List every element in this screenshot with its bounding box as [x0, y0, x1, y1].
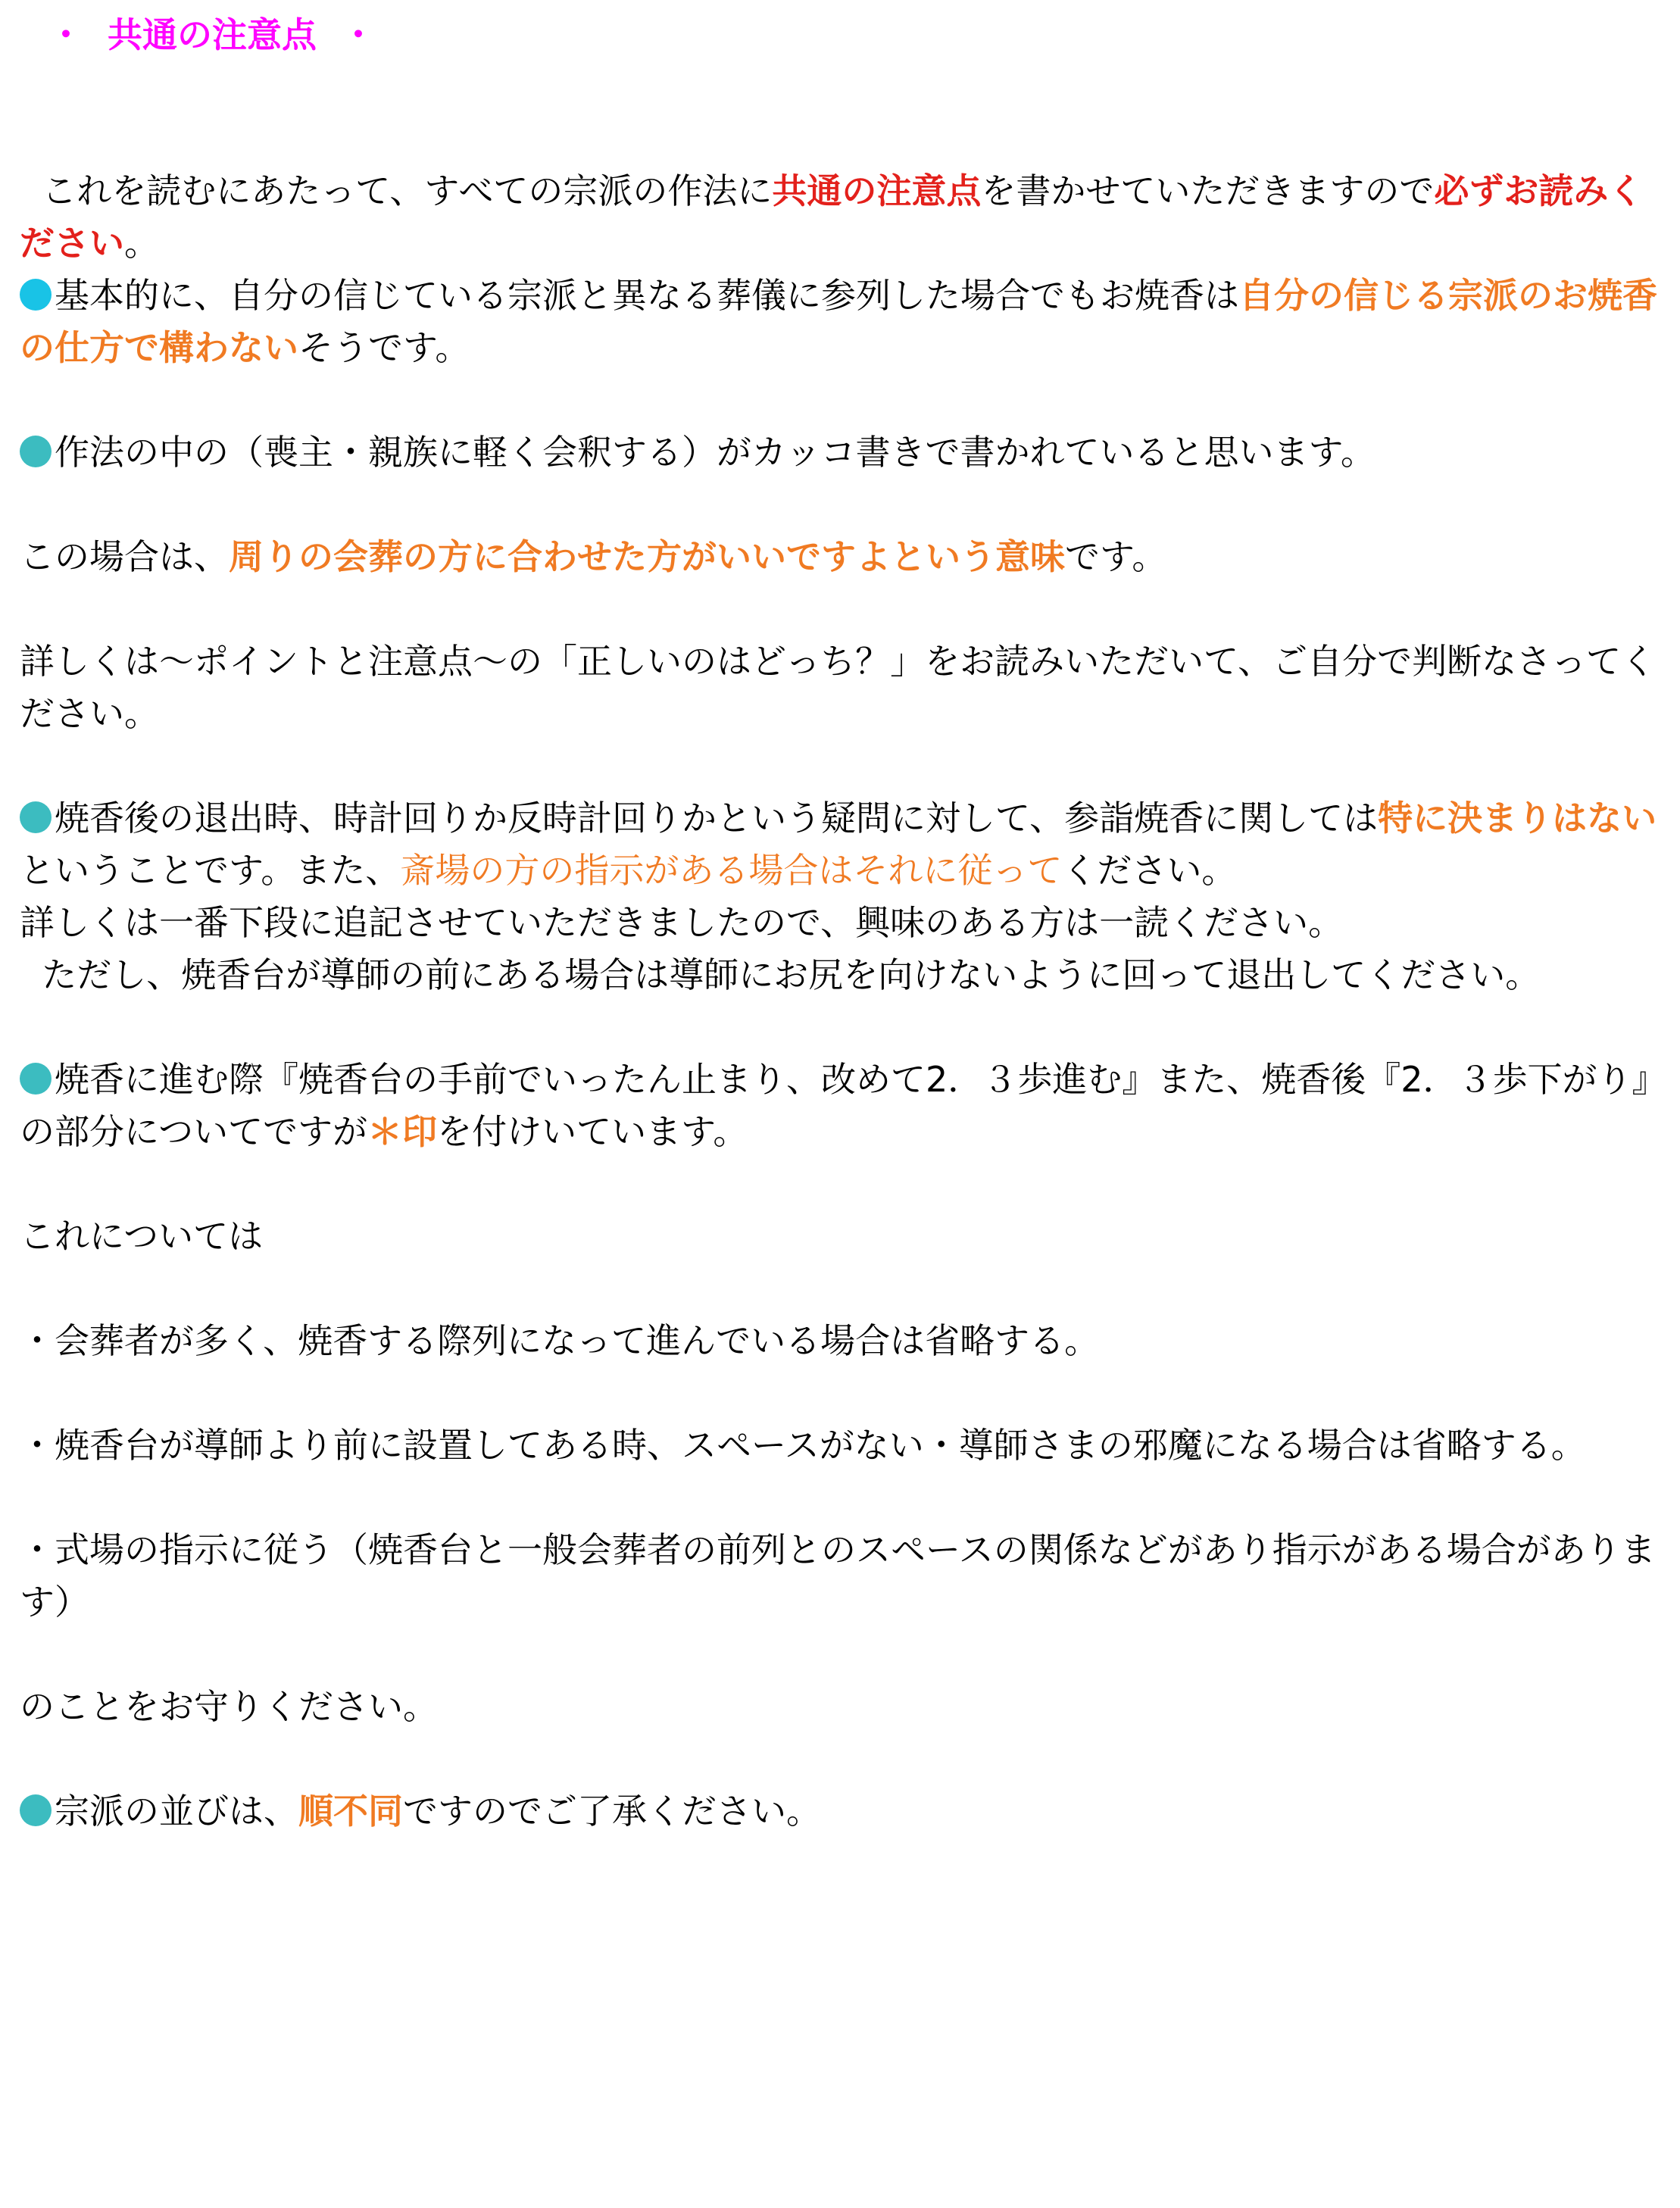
- body-text: ください。: [1062, 850, 1237, 891]
- paragraph: [20, 897, 1665, 949]
- body-text: 詳しくは～ポイントと注意点～の「正しいのはどっち？」をお読みいただいて、ご自分で判断なさってください。: [20, 641, 1657, 734]
- bullet-dot-icon: [20, 801, 52, 833]
- highlighted-text: ＊印: [367, 1111, 438, 1152]
- paragraph: [20, 1210, 1665, 1263]
- paragraph: [20, 1524, 1665, 1629]
- paragraph: [20, 1315, 1665, 1367]
- paragraph: [20, 531, 1665, 583]
- bullet-dot-icon: [20, 1794, 52, 1826]
- body-text: ただし、焼香台が導師の前にある場合は導師にお尻を向けないように回って退出してください。: [20, 954, 1541, 995]
- body-text: 詳しくは一番下段に追記させていただきましたので、興味のある方は一読ください。: [20, 902, 1344, 943]
- highlighted-text: 自分の信じる宗派のお焼香の仕方で構わない: [20, 275, 1657, 368]
- body-text: この場合は、: [20, 536, 229, 577]
- body-text: これについては: [20, 1216, 264, 1257]
- body-text: ですのでご了承ください。: [403, 1791, 821, 1832]
- body-text: ・焼香台が導師より前に設置してある時、スペースがない・導師さまの邪魔になる場合は省略する。: [20, 1425, 1586, 1466]
- bullet-dot-icon: [20, 279, 52, 311]
- paragraph: [20, 1419, 1665, 1472]
- highlighted-text: 斎場の方の指示がある場合はそれに従って: [400, 850, 1063, 891]
- paragraph: [20, 636, 1665, 740]
- paragraph: [20, 1785, 1665, 1838]
- body-text: 。: [124, 223, 159, 264]
- bullet-dot-icon: [20, 1063, 52, 1095]
- highlighted-text: 周りの会葬の方に合わせた方がいいですよという意味: [229, 536, 1065, 577]
- body-text: ・会葬者が多く、焼香する際列になって進んでいる場合は省略する。: [20, 1320, 1100, 1361]
- body-text: これを読むにあたって、すべての宗派の作法に: [20, 170, 773, 211]
- paragraph: [20, 426, 1665, 479]
- body-text: 作法の中の（喪主・親族に軽く会釈する）がカッコ書きで書かれていると思います。: [55, 432, 1376, 473]
- paragraph: [20, 270, 1665, 374]
- body-text: です。: [1065, 536, 1167, 577]
- paragraph: [20, 949, 1665, 1001]
- highlighted-text: 特に決まりはない: [1378, 798, 1657, 839]
- body-text: ・式場の指示に従う（焼香台と一般会葬者の前列とのスペースの関係などがあり指示がある場合があります）: [20, 1529, 1656, 1622]
- paragraph: [20, 165, 1665, 270]
- body-text: 宗派の並びは、: [55, 1791, 298, 1832]
- paragraph: [20, 792, 1665, 897]
- highlighted-text: 共通の注意点: [772, 170, 982, 211]
- body-text: ということです。また、: [20, 850, 401, 891]
- highlighted-text: 順不同: [298, 1791, 403, 1832]
- body-text: を付けいています。: [437, 1111, 748, 1152]
- highlighted-text: 必ずお読みください: [20, 170, 1644, 264]
- document-title: ・ 共通の注意点 ・: [48, 14, 376, 55]
- body-text: 基本的に、自分の信じている宗派と異なる葬儀に参列した場合でもお焼香は: [55, 275, 1239, 316]
- body-text: そうです。: [298, 327, 470, 368]
- bullet-dot-icon: [20, 436, 52, 467]
- paragraph: [20, 1681, 1665, 1733]
- document-body: [20, 165, 1665, 1890]
- body-text: 焼香に進む際『焼香台の手前でいったん止まり、改めて2．３歩進む』また、焼香後『2．３歩下がり』の部分についてですが: [20, 1059, 1650, 1152]
- body-text: 焼香後の退出時、時計回りか反時計回りかという疑問に対して、参詣焼香に関しては: [55, 798, 1379, 839]
- paragraph: [20, 1054, 1665, 1158]
- body-text: を書かせていただきますので: [981, 170, 1435, 211]
- body-text: のことをお守りください。: [20, 1686, 438, 1727]
